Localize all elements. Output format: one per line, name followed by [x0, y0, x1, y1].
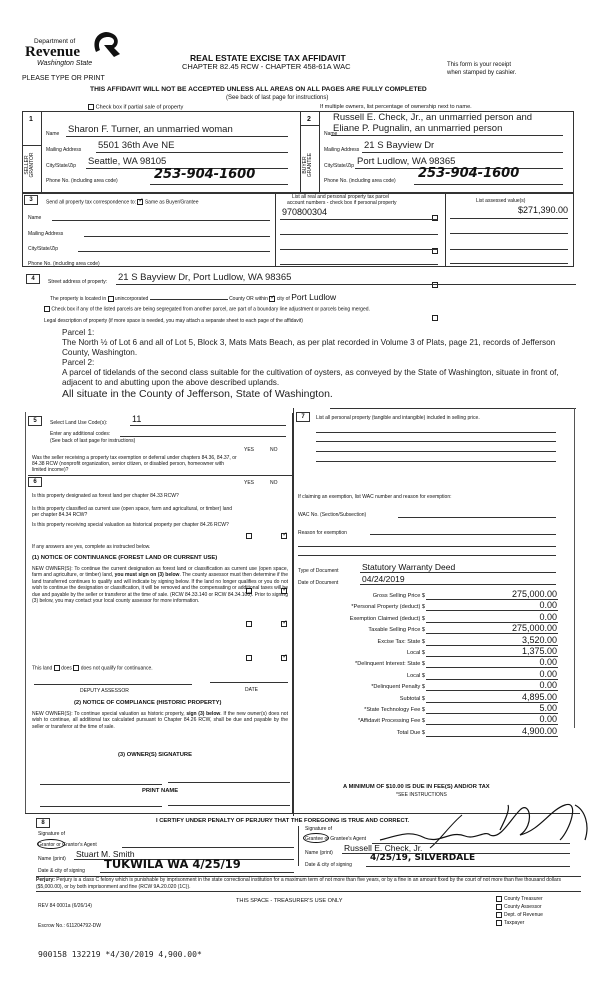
amount-label: *Delinquent Interest: State $	[355, 661, 425, 668]
correspondence-row	[46, 199, 198, 205]
escrow-number: Escrow No.: 611204792-DW	[38, 923, 101, 929]
parcel-number-field[interactable]	[280, 264, 438, 265]
section-1-num: 1	[29, 116, 33, 123]
grantee-name-label: Name (print)	[305, 850, 333, 856]
seller-label: SELLER GRANTOR	[24, 152, 35, 178]
cashier-stamp: 900158 132219 *4/30/2019 4,900.00*	[38, 950, 202, 959]
buyer-name-line2[interactable]: Eliane P. Pugnalin, an unmarried person	[333, 123, 503, 134]
minimum-note: A MINIMUM OF $10.00 IS DUE IN FEE(S) AND/OR TAX	[343, 784, 490, 790]
agency-line3: Washington State	[37, 60, 93, 67]
doc-type-label: Type of Document	[298, 568, 339, 574]
copy-checkbox[interactable]	[496, 896, 502, 902]
city-checkbox[interactable]	[269, 296, 275, 302]
amount-value[interactable]: 4,895.00	[521, 691, 557, 702]
amount-value[interactable]: 0.00	[539, 657, 557, 668]
corr-name-field[interactable]	[52, 220, 270, 221]
personal-property-line[interactable]	[316, 461, 556, 462]
copy-checkbox-row[interactable]	[496, 896, 543, 902]
amount-value[interactable]: 0.00	[539, 611, 557, 622]
exemption-no-checkbox[interactable]	[281, 533, 287, 539]
amount-value[interactable]: 0.00	[539, 714, 557, 725]
deputy-signature-field[interactable]	[34, 684, 192, 685]
buyer-phone-label: Phone No. (including area code)	[324, 178, 396, 184]
exemption-yes-checkbox[interactable]	[246, 533, 252, 539]
receipt-note-2: when stamped by cashier.	[447, 70, 517, 76]
owner-signature-field-1[interactable]	[40, 784, 162, 785]
corr-city-label: City/State/Zip	[28, 246, 59, 252]
yes-header: YES	[244, 480, 255, 486]
segregated-checkbox[interactable]	[44, 306, 50, 312]
amount-label: Local $	[406, 650, 425, 656]
parcel-number-field[interactable]	[280, 249, 438, 250]
unincorporated-checkbox[interactable]	[108, 296, 114, 302]
amount-value[interactable]: 1,375.00	[521, 646, 557, 656]
section-6-num: 6	[28, 477, 42, 487]
copy-checkbox[interactable]	[496, 904, 502, 910]
section-3-num: 3	[24, 195, 38, 205]
amount-label: Gross Selling Price $	[372, 593, 425, 599]
county-field[interactable]	[150, 299, 228, 300]
grantor-sig-label-2: Grantor or Grantor's Agent	[38, 842, 97, 848]
doc-type-field[interactable]: Statutory Warranty Deed	[362, 562, 456, 572]
print-name-field-2[interactable]	[168, 805, 290, 806]
form-id: REV 84 0001a (6/26/14)	[38, 903, 92, 909]
amount-label: Excise Tax: State $	[377, 638, 425, 645]
amount-value[interactable]: 0.00	[539, 600, 557, 611]
corr-address-label: Mailing Address	[28, 231, 64, 237]
does-qualify-checkbox[interactable]	[54, 665, 60, 671]
parcels-header-2: account numbers - check box if personal property	[287, 200, 397, 206]
copy-checkbox[interactable]	[496, 912, 502, 918]
grantor-sig-label-1: Signature of	[38, 831, 65, 837]
additional-codes-label: Enter any additional codes:	[50, 431, 111, 437]
wac-field[interactable]	[398, 517, 556, 518]
yes-header: YES	[244, 447, 255, 453]
amount-label: Local $	[406, 672, 425, 679]
print-name-field-1[interactable]	[40, 806, 162, 807]
legal-parcel1-text: The North ½ of Lot 6 and all of Lot 5, Block 3, Mats Mats Beach, as per plat recorded in Volume 3 of Plats, page 21, records of Jefferson County, Washington.	[62, 338, 556, 357]
additional-codes-field[interactable]	[120, 436, 286, 437]
grantor-date-city-field[interactable]: TUKWILA WA 4/25/19	[104, 857, 241, 871]
notice1-title: (1) NOTICE OF CONTINUANCE (FOREST LAND OR CURRENT USE)	[32, 555, 218, 561]
notice1-text: NEW OWNER(S): To continue the current designation as forest land or classification as current use (open space, farm and agriculture, or timber) land, you must sign on (3) below. The county assessor must then determine if the land transferred continues to qualify and will indicate by signing below. If the land no longer qualifies or you do not wish to continue the designation or classification, it will be removed and the compensating or additional taxes will be due and payable by the seller or transferor at the time of sale. (RCW 84.33.140 or RCW 84.34.108). Prior to signing (3) below, you may contact your local county assessor for more information.	[32, 566, 288, 605]
buyer-city-label: City/State/Zip	[324, 163, 355, 169]
certify-statement: I CERTIFY UNDER PENALTY OF PERJURY THAT THE FOREGOING IS TRUE AND CORRECT.	[156, 818, 410, 824]
treasurer-use-label: THIS SPACE - TREASURER'S USE ONLY	[236, 898, 343, 904]
doc-date-label: Date of Document	[298, 580, 339, 586]
copy-checkbox-row[interactable]	[496, 904, 542, 910]
partial-sale-box[interactable]	[88, 104, 94, 110]
copy-checkbox-row[interactable]	[496, 920, 524, 926]
buyer-address-label: Mailing Address	[324, 147, 360, 153]
personal-property-line[interactable]	[316, 451, 556, 452]
street-field[interactable]: 21 S Bayview Dr, Port Ludlow, WA 98365	[118, 272, 292, 283]
seller-name-label: Name	[46, 131, 60, 137]
land-use-field[interactable]: 11	[132, 414, 142, 424]
section-2-num: 2	[307, 116, 311, 123]
corr-phone-label: Phone No. (including area code)	[28, 261, 100, 267]
segregated-row: Check box if any of the listed parcels are being segregated from another parcel, are part of a boundary line adjustment or parcels being merged.	[44, 306, 370, 312]
personal-property-line[interactable]	[316, 432, 556, 433]
amount-value[interactable]: 275,000.00	[511, 589, 557, 599]
owner-signature-label: (3) OWNER(S) SIGNATURE	[118, 752, 192, 758]
receipt-note-1: This form is your receipt	[447, 62, 512, 68]
notice2-title: (2) NOTICE OF COMPLIANCE (HISTORIC PROPERTY)	[74, 700, 222, 706]
assessed-value-field[interactable]	[450, 263, 568, 264]
grantee-sig-label-2: Grantee or Grantee's Agent	[305, 836, 366, 842]
personal-property-checkbox[interactable]	[432, 315, 438, 321]
multiple-owners-note: If multiple owners, list percentage of ownership next to name.	[320, 104, 472, 110]
corr-phone-field[interactable]	[134, 266, 270, 267]
form-title: REAL ESTATE EXCISE TAX AFFIDAVIT	[190, 53, 346, 63]
owner-signature-field-2[interactable]	[168, 782, 290, 783]
grantor-circle-icon	[37, 839, 65, 849]
land-use-label: Select Land Use Code(s):	[50, 420, 108, 426]
copy-label: Dept. of Revenue	[504, 912, 543, 919]
current-use-yes-checkbox[interactable]	[246, 621, 252, 627]
notice2-text: NEW OWNER(S): To continue special valuation as historic property, sign (3) below. If the new owner(s) does not wish to continue, all additional tax calculated pursuant to Chapter 84.26 RCW, shall be due and payable by the seller or transferor at the time of sale.	[32, 711, 288, 730]
assessed-value-field[interactable]	[450, 249, 568, 250]
qualify-row: This land does does not qualify for continuance.	[32, 665, 153, 672]
location-row: The property is located in unincorporated County OR within ✓ city of Port Ludlow	[50, 292, 336, 302]
seller-city-label: City/State/Zip	[46, 163, 77, 169]
copy-checkbox-row[interactable]	[496, 912, 543, 918]
amount-label: *Affidavit Processing Fee $	[357, 718, 425, 725]
question-row: Is this property classified as current use (open space, farm and agricultural, or timber) land per chapter 84.34 RCW? ✓	[0, 108, 600, 126]
same-as-buyer-checkbox[interactable]	[137, 199, 143, 205]
legal-footer: All situate in the County of Jefferson, State of Washington.	[62, 388, 333, 400]
buyer-address-field[interactable]: 21 S Bayview Dr	[364, 140, 435, 151]
grantee-name-field[interactable]: Russell E. Check, Jr.	[344, 843, 423, 853]
street-label: Street address of property:	[48, 279, 108, 285]
amount-value[interactable]: 0.00	[539, 680, 557, 691]
grantee-date-label: Date & city of signing	[305, 862, 352, 868]
parcels-header-1: List all real and personal property tax parcel	[292, 194, 389, 200]
parcel-number-field[interactable]: 970800304	[282, 207, 328, 217]
corr-address-field[interactable]	[84, 236, 270, 237]
date-label: DATE	[245, 687, 258, 693]
reason-field[interactable]	[370, 534, 556, 535]
question-row: Is this property receiving special valuation as historical property per chapter 84.26 RCW? ✓	[0, 126, 600, 144]
section-5-num: 5	[28, 416, 42, 426]
grantor-name-field[interactable]: Stuart M. Smith	[76, 849, 135, 859]
correspondence-label: Send all property tax correspondence to:	[46, 199, 137, 206]
historic-yes-checkbox[interactable]	[246, 655, 252, 661]
does-not-qualify-checkbox[interactable]	[73, 665, 79, 671]
grantor-name-label: Name (print)	[38, 856, 66, 862]
assessed-value-field[interactable]	[450, 233, 568, 234]
deputy-label: DEPUTY ASSESSOR	[80, 688, 129, 694]
seller-address-label: Mailing Address	[46, 147, 82, 153]
grantor-signature-field[interactable]	[122, 847, 294, 848]
buyer-phone-field[interactable]: 253-904-1600	[418, 166, 520, 181]
grantor-date-label: Date & city of signing	[38, 868, 85, 874]
amount-label: *Delinquent Penalty $	[371, 684, 425, 691]
amount-value[interactable]: 3,520.00	[521, 634, 557, 645]
buyer-name-line1[interactable]: Russell E. Check, Jr., an unmarried person and	[333, 112, 533, 123]
doc-date-field[interactable]: 04/24/2019	[362, 574, 405, 584]
grantee-sig-label-1: Signature of	[305, 826, 332, 832]
additional-codes-note: (See back of last page for instructions)	[50, 438, 136, 444]
amount-label: Exemption Claimed (deduct) $	[349, 615, 425, 622]
form-subtitle: CHAPTER 82.45 RCW - CHAPTER 458-61A WAC	[182, 62, 351, 71]
personal-property-label: List all personal property (tangible and intangible) included in selling price.	[316, 415, 480, 421]
amount-label: Taxable Selling Price $	[368, 627, 425, 634]
warning-banner: THIS AFFIDAVIT WILL NOT BE ACCEPTED UNLESS ALL AREAS ON ALL PAGES ARE FULLY COMPLETED	[90, 86, 427, 93]
partial-sale-checkbox[interactable]	[88, 104, 183, 110]
amount-value[interactable]: 0.00	[539, 668, 557, 679]
seller-city-field[interactable]: Seattle, WA 98105	[88, 156, 167, 167]
copy-label: County Treasurer	[504, 896, 543, 903]
reason-field-2[interactable]	[298, 546, 556, 547]
buyer-city-field[interactable]: Port Ludlow, WA 98365	[357, 156, 456, 167]
legal-parcel2-text: A parcel of tidelands of the second class suitable for the cultivation of oysters, as conveyed by the State of Washington, situate in front of, adjacent to and abutting upon the above described uplands.	[62, 368, 559, 387]
wac-label: WAC No. (Section/Subsection)	[298, 512, 367, 518]
partial-sale-label: Check box if partial sale of property	[95, 104, 184, 111]
same-as-buyer-label: Same as Buyer/Grantee	[144, 199, 199, 206]
seller-name-field[interactable]: Sharon F. Turner, an unmarried woman	[68, 124, 233, 135]
seller-phone-field[interactable]: 253-904-1600	[154, 167, 256, 182]
section-4-num: 4	[26, 274, 40, 284]
buyer-name-label: Name	[324, 131, 338, 137]
section-7-num: 7	[296, 412, 310, 422]
personal-property-line[interactable]	[316, 441, 556, 442]
seller-phone-label: Phone No. (including area code)	[46, 178, 118, 184]
copy-label: Taxpayer	[504, 920, 525, 927]
grantee-circle-icon	[303, 833, 329, 843]
copy-checkbox[interactable]	[496, 920, 502, 926]
print-name-label: PRINT NAME	[142, 788, 179, 794]
legal-parcel2-title: Parcel 2:	[62, 358, 95, 367]
if-yes-note: If any answers are yes, complete as instructed below.	[32, 544, 151, 550]
dor-logo-icon	[90, 30, 122, 60]
type-instruction: PLEASE TYPE OR PRINT	[22, 75, 105, 82]
grantee-date-city-field[interactable]: 4/25/19, SILVERDALE	[370, 853, 476, 863]
amount-label: *Personal Property (deduct) $	[351, 604, 425, 611]
agency-line1: Department of	[34, 38, 76, 45]
amount-label: Subtotal $	[399, 695, 425, 702]
exemption-claim-label: If claiming an exemption, list WAC number and reason for exemption:	[298, 494, 452, 500]
amount-value[interactable]: 275,000.00	[511, 623, 557, 634]
legal-label: Legal description of property (if more space is needed, you may attach a separate sheet to each page of the affidavit)	[44, 318, 303, 324]
perjury-notice: Perjury: Perjury is a class C felony which is punishable by imprisonment in the state correctional institution for a maximum term of not more than five years, or by a fine in an amount fixed by the court of not more than five thousand dollars ($5,000.00), or by both imprisonment and fine (RCW 9A.20.020 (1C)).	[36, 877, 561, 890]
copy-label: County Assessor	[504, 904, 542, 911]
assessed-header: List assessed value(s)	[476, 198, 526, 204]
corr-name-label: Name	[28, 215, 42, 221]
see-back-note: (See back of last page for instructions)	[226, 95, 329, 101]
amount-value[interactable]: 4,900.00	[521, 725, 557, 736]
exemption-question: Was the seller receiving a property tax exemption or deferral under chapters 84.36, 84.37, or 84.38 RCW (nonprofit organization, senior citizen, or disabled person, homeowner with limited income)?	[32, 455, 237, 473]
no-header: NO	[270, 480, 278, 486]
parcel-number-field[interactable]	[280, 234, 438, 235]
city-field[interactable]: Port Ludlow	[291, 292, 337, 302]
legal-parcel1-title: Parcel 1:	[62, 328, 95, 337]
seller-address-field[interactable]: 5501 36th Ave NE	[98, 140, 175, 151]
amount-value[interactable]: 5.00	[539, 703, 557, 713]
agency-line2: Revenue	[25, 44, 80, 60]
deputy-date-field[interactable]	[210, 682, 288, 683]
amount-label: Total Due $	[396, 729, 425, 736]
legal-description[interactable]	[62, 328, 580, 400]
buyer-label: BUYER GRANTEE	[302, 152, 313, 178]
see-instructions: *SEE INSTRUCTIONS	[396, 792, 447, 798]
no-header: NO	[270, 447, 278, 453]
assessed-value-field[interactable]: $271,390.00	[517, 205, 568, 215]
reason-label: Reason for exemption	[298, 530, 347, 536]
amount-label: *State Technology Fee $	[364, 707, 425, 713]
section-8-num: 8	[36, 818, 50, 828]
corr-city-field[interactable]	[78, 251, 270, 252]
dor-logo	[20, 30, 140, 70]
question-row: Is this property designated as forest land per chapter 84.33 RCW? ✓	[0, 90, 600, 108]
